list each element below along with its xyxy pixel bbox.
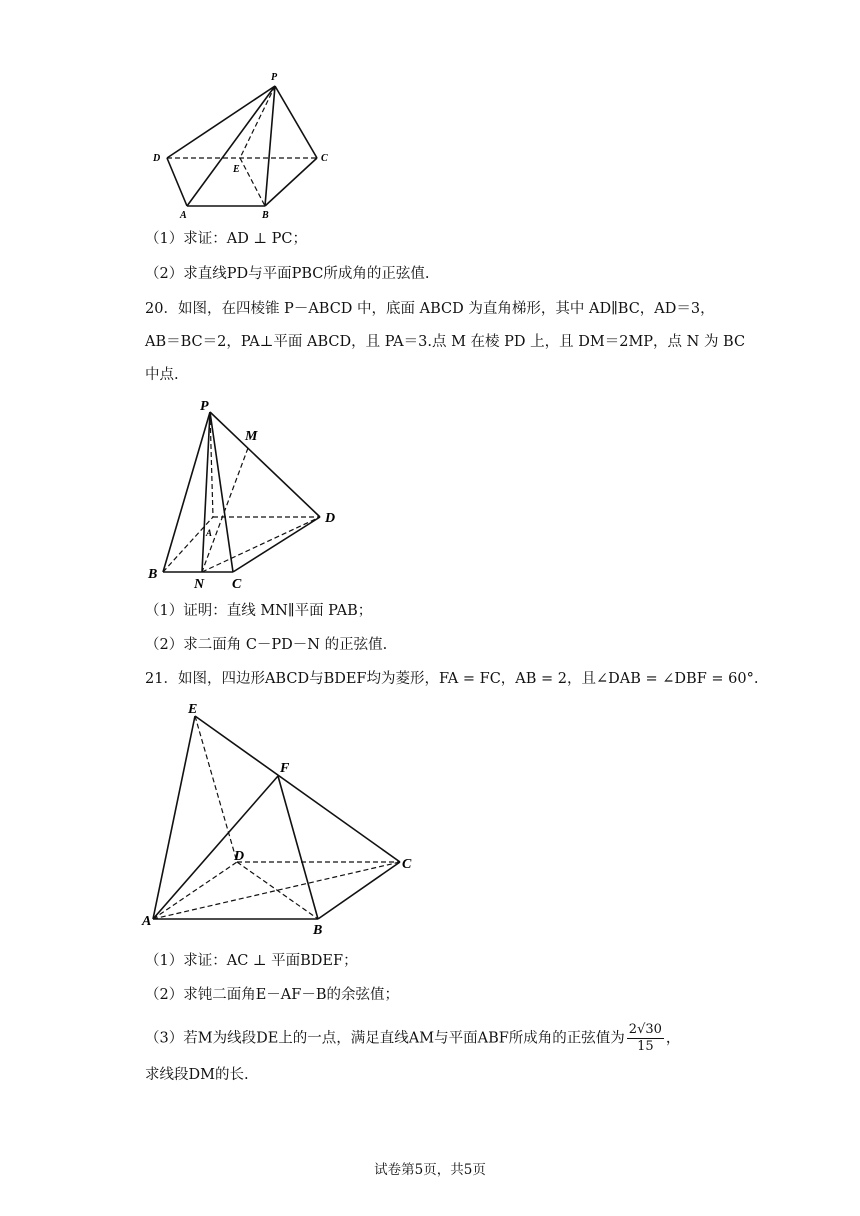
fig19-label-D: D	[153, 153, 161, 164]
fig20-label-D: D	[325, 511, 336, 526]
q19-part2: （2）求直线PD与平面PBC所成角的正弦值.	[145, 266, 430, 282]
q20-part1: （1）证明：直线 MN∥平面 PAB；	[145, 603, 373, 619]
fig21-label-B: B	[313, 923, 323, 938]
fig20-label-C: C	[232, 577, 242, 592]
figure-21-rhombus-solid	[140, 695, 420, 940]
q20-stem-line2: AB＝BC＝2，PA⊥平面 ABCD，且 PA＝3.点 M 在棱 PD 上，且 DM＝2MP，点 N 为 BC	[145, 334, 746, 350]
fig20-label-A: A	[206, 528, 213, 538]
q21-stem-line1: 21．如图，四边形ABCD与BDEF均为菱形，FA = FC，AB = 2，且∠DAB = ∠DBF = 60°.	[145, 671, 759, 687]
figure-19-pyramid	[145, 65, 345, 225]
fig21-label-A: A	[142, 914, 152, 929]
fig21-label-C: C	[402, 857, 412, 872]
q21-part1: （1）求证：AC ⊥ 平面BDEF；	[145, 953, 358, 969]
fig19-label-B: B	[262, 210, 269, 221]
fig20-label-M: M	[245, 429, 258, 444]
fig19-label-E: E	[233, 164, 240, 175]
q20-stem-line3: 中点.	[145, 367, 179, 383]
fraction-numerator: 2√30	[628, 1022, 662, 1037]
fig19-label-P: P	[271, 72, 278, 83]
q20-part2: （2）求二面角 C－PD－N 的正弦值.	[145, 637, 388, 653]
fig19-label-A: A	[180, 210, 187, 221]
q21-part2: （2）求钝二面角E－AF－B的余弦值；	[145, 987, 399, 1003]
q19-part1: （1）求证：AD ⊥ PC；	[145, 231, 308, 247]
fig21-label-E: E	[188, 702, 198, 717]
page-footer: 试卷第5页，共5页	[374, 1162, 486, 1178]
q21-part3-text: （3）若M为线段DE上的一点，满足直线AM与平面ABF所成角的正弦值为	[145, 1030, 625, 1047]
fig21-label-D: D	[234, 849, 245, 864]
q21-part3-line2: 求线段DM的长.	[145, 1067, 249, 1083]
q21-part3-tail: ，	[665, 1030, 681, 1047]
fig19-label-C: C	[321, 153, 328, 164]
fig20-label-B: B	[148, 567, 158, 582]
fig21-label-F: F	[280, 761, 290, 776]
q21-part3	[145, 1022, 680, 1055]
fraction	[627, 1022, 664, 1055]
fig20-label-P: P	[200, 399, 209, 414]
fig20-label-N: N	[194, 577, 205, 592]
q20-stem-line1: 20．如图，在四棱锥 P－ABCD 中，底面 ABCD 为直角梯形，其中 AD∥BC，AD＝3，	[145, 301, 715, 317]
figure-20-pyramid	[140, 392, 350, 592]
fraction-denominator: 15	[637, 1039, 654, 1054]
